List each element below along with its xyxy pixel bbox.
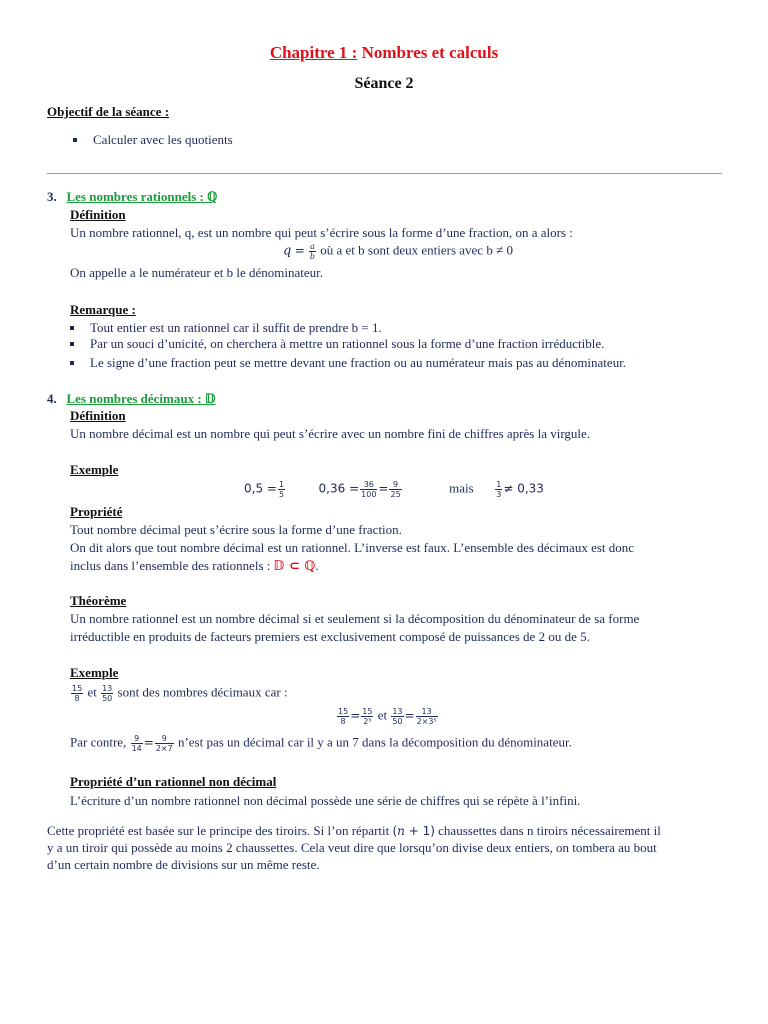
mais-label: mais (449, 480, 474, 496)
remark-item: Tout entier est un rationnel car il suffit de prendre b = 1. (70, 320, 382, 336)
section-number: 4. (47, 391, 57, 406)
contrast-line: Par contre, $\frac{9}{14}$ = $\frac{9}{2\times 7}$ n’est pas un décimal car il y a un 7 dans la décomposition du dénominateur. (70, 734, 572, 753)
section-number: 3. (47, 189, 57, 204)
objective-item-text: Calculer avec les quotients (93, 132, 233, 147)
example2-line: $\frac{15}{8}$ et $\frac{13}{50}$ sont des nombres décimaux car : (72, 684, 288, 703)
theorem-heading: Théorème (70, 593, 127, 608)
definition-text: Un nombre décimal est un nombre qui peut s’écrire avec un nombre fini de chiffres après la virgule. (70, 426, 591, 441)
theorem-line: Un nombre rationnel est un nombre décimal si et seulement si la décomposition du dénominateur de sa forme (70, 611, 640, 626)
numerator-text: On appelle a le numérateur et b le dénominateur. (70, 265, 324, 280)
remark-item: Par un souci d’unicité, on cherchera à mettre un rationnel sous la forme d’une fraction irréductible. (70, 336, 604, 352)
objective-item (73, 132, 233, 148)
decimal-examples: 0,5 = $\frac{1}{5}$ 0,36 = $\frac{36}{100}$ = $\frac{9}{25}$ mais $\frac{1}{3}$ ≠ 0,33 (244, 480, 544, 499)
rational-formula: q = $\frac{a}{b}$ où a et b sont deux entiers avec b ≠ 0 (283, 242, 513, 261)
section-title: Les nombres décimaux : 𝔻 (66, 391, 216, 406)
theorem-line: irréductible en produits de facteurs premiers est exclusivement composé de puissances de 2 ou de 5. (70, 629, 590, 644)
chapter-label: Chapitre 1 : (269, 43, 358, 62)
property-line: Tout nombre décimal peut s’écrire sous la forme d’une fraction. (70, 522, 402, 537)
chapter-name: Nombres et calculs (357, 43, 499, 62)
definition-text: Un nombre rationnel, q, est un nombre qui peut s’écrire sous la forme d’une fraction, on a alors : (70, 225, 573, 240)
nondecimal-heading: Propriété d’un rationnel non décimal (70, 774, 277, 789)
inclusion-formula: 𝔻 ⊂ ℚ (273, 559, 316, 574)
definition-heading: Définition (70, 408, 126, 423)
bullet-icon (70, 361, 74, 365)
paragraph-line: d’un certain nombre de divisions sur un même reste. (47, 857, 320, 872)
formula-q: q (283, 243, 292, 259)
property-line: On dit alors que tout nombre décimal est un rationnel. L’inverse est faux. L’ensemble des décimaux est donc (70, 540, 635, 555)
example-heading: Exemple (70, 462, 119, 477)
bullet-icon (73, 138, 77, 142)
divider (47, 173, 722, 174)
example-heading: Exemple (70, 665, 119, 680)
bullet-icon (70, 342, 74, 346)
remark-item: Le signe d’une fraction peut se mettre devant une fraction ou au numérateur mais pas au dénominateur. (70, 355, 626, 371)
formula-fraction: $\frac{a}{b}$ (309, 242, 316, 261)
objective-heading: Objectif de la séance : (47, 104, 170, 119)
bullet-icon (70, 326, 74, 330)
session-title: Séance 2 (354, 75, 414, 92)
property-heading: Propriété (70, 504, 123, 519)
chapter-title (0, 43, 768, 63)
paragraph-line: Cette propriété est basée sur le principe des tiroirs. Si l’on répartit (n + 1) chaussettes dans n tiroirs nécessairement il (47, 823, 661, 838)
example2-formula: $\frac{15}{8}$ = $\frac{15}{\text{2³}}$ et $\frac{13}{50}$ = $\frac{13}{\text{2×3⁵}}$ (338, 707, 437, 726)
definition-heading: Définition (70, 207, 126, 222)
section-title: Les nombres rationnels : ℚ (66, 189, 218, 204)
remark-heading: Remarque : (70, 302, 136, 317)
property-line: inclus dans l’ensemble des rationnels : 𝔻 ⊂ ℚ. (70, 558, 319, 574)
section-4-heading (47, 391, 216, 407)
nondecimal-text: L’écriture d’un nombre rationnel non décimal possède une série de chiffres qui se répète à l’infini. (70, 793, 581, 808)
formula-condition: où a et b sont deux entiers avec b ≠ 0 (320, 242, 513, 258)
paragraph-line: y a un tiroir qui possède au moins 2 chaussettes. Cela veut dire que lorsqu’on divise deux entiers, on tombera au bout (47, 840, 657, 855)
section-3-heading (47, 189, 217, 205)
